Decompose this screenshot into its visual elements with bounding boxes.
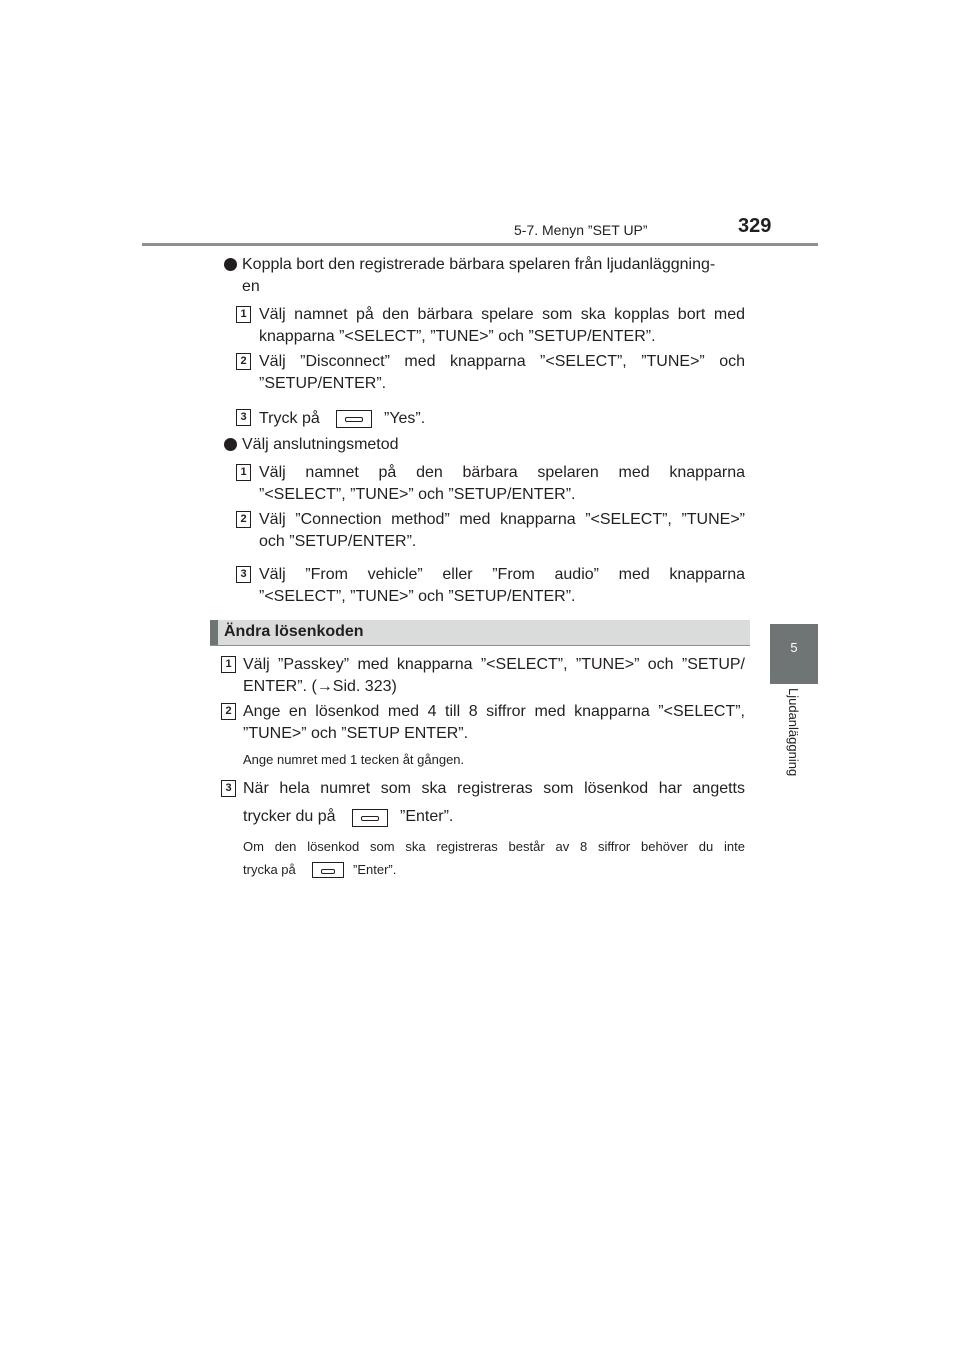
- step-text-cont: ”SETUP/ENTER”.: [259, 375, 387, 392]
- step-number-badge: 2: [221, 703, 236, 720]
- step-note: Om den lösenkod som ska registreras består av 8 siffror behöver du inte: [243, 839, 745, 854]
- bullet-icon: [224, 258, 237, 271]
- section-header-bar: [210, 620, 218, 645]
- step-text: Välj namnet på den bärbara spelare som ska kopplas bort med: [259, 306, 745, 323]
- step-text-cont: ”TUNE>” och ”SETUP ENTER”.: [243, 725, 469, 742]
- step-text-cont: ”Enter”.: [400, 808, 454, 825]
- step-text-cont: knapparna ”<SELECT”, ”TUNE>” och ”SETUP/ENTER”.: [259, 328, 656, 345]
- disconnect-heading: Koppla bort den registrerade bärbara spelaren från ljudanläggning-: [242, 256, 716, 273]
- step-number-badge: 1: [236, 464, 251, 481]
- step-text: Välj namnet på den bärbara spelaren med knapparna: [259, 464, 745, 481]
- section-header-title: Ändra lösenkoden: [224, 623, 364, 640]
- screen-button-icon: [312, 862, 344, 878]
- step-number-badge: 1: [236, 306, 251, 323]
- step-text: När hela numret som ska registreras som lösenkod har angetts: [243, 780, 745, 797]
- step-text: Ange en lösenkod med 4 till 8 siffror med knapparna ”<SELECT”,: [243, 703, 745, 720]
- step-text: Välj ”Disconnect” med knapparna ”<SELECT”, ”TUNE>” och: [259, 353, 745, 370]
- disconnect-heading-cont: en: [242, 278, 260, 295]
- step-text-cont: trycker du på: [243, 808, 336, 825]
- screen-button-icon: [352, 809, 388, 827]
- step-text-cont: ”Yes”.: [384, 410, 426, 427]
- step-text-cont: och ”SETUP/ENTER”.: [259, 533, 417, 550]
- step-note: Ange numret med 1 tecken åt gången.: [243, 752, 465, 767]
- step-text-cont: ”<SELECT”, ”TUNE>” och ”SETUP/ENTER”.: [259, 486, 576, 503]
- step-text-cont: ”<SELECT”, ”TUNE>” och ”SETUP/ENTER”.: [259, 588, 576, 605]
- section-header: [210, 620, 750, 645]
- step-number-badge: 2: [236, 511, 251, 528]
- section-divider: [210, 645, 750, 646]
- step-text: Välj ”From vehicle” eller ”From audio” med knapparna: [259, 566, 745, 583]
- chapter-number: 5: [790, 640, 798, 655]
- step-text-cont: ENTER”. (→Sid. 323): [243, 678, 397, 695]
- screen-button-icon: [336, 410, 372, 428]
- step-number-badge: 3: [236, 566, 251, 583]
- step-text: Välj ”Passkey” med knapparna ”<SELECT”, ”TUNE>” och ”SETUP/: [243, 656, 745, 673]
- section-title: 5-7. Menyn ”SET UP”: [514, 222, 648, 238]
- header-divider: [142, 243, 818, 246]
- connection-heading: Välj anslutningsmetod: [242, 436, 399, 453]
- step-number-badge: 1: [221, 656, 236, 673]
- step-number-badge: 2: [236, 353, 251, 370]
- page-number: 329: [738, 215, 772, 237]
- step-note-cont: ”Enter”.: [353, 862, 397, 877]
- chapter-label: [770, 688, 818, 828]
- chapter-title: Ljudanläggning: [786, 688, 801, 777]
- step-note-cont: trycka på: [243, 862, 296, 877]
- bullet-icon: [224, 438, 237, 451]
- step-number-badge: 3: [221, 780, 236, 797]
- step-text: Välj ”Connection method” med knapparna ”<SELECT”, ”TUNE>”: [259, 511, 745, 528]
- step-number-badge: 3: [236, 409, 251, 426]
- step-text: Tryck på: [259, 410, 320, 427]
